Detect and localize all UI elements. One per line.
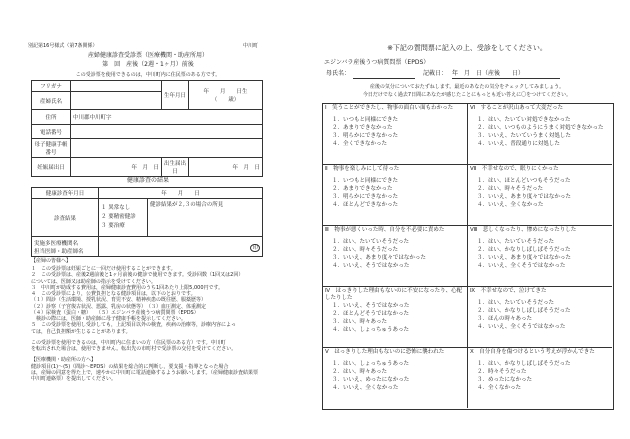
question-3-text: Ⅲ 物事が悪くいった時、自分を不必要に責めた [325,227,445,233]
question-10-option[interactable]: ４．全くなかった [477,385,522,392]
question-2 [322,165,467,210]
notes-list [31,266,271,382]
question-3-option[interactable]: ４．いいえ、そうではなかった [332,263,410,270]
question-1-option[interactable]: １．いつもと同様にできた [332,117,399,124]
record-date-label: 記載日： [423,70,448,77]
instructions-line1: 産後の気分についておたずねします。最近のあなたの気分をチェックしてみましょう。 [369,84,565,90]
question-10-option[interactable]: ２．時々そうだった [477,369,527,376]
note-line: ５ この受診票を使用し受診しても，上記項目以外の検査，疾病の治療等，診療内容によっ [31,322,237,329]
question-2-option[interactable]: １．いつもと同様にできた [332,178,399,185]
facility-field[interactable] [99,237,263,257]
question-8-option[interactable]: １．はい、たいていそうだった [477,239,555,246]
question-8-option[interactable]: ４．いいえ、全くそうではなかった [477,263,566,270]
form-title: 産婦健康診査受診票（医療機関・助産所用） [87,52,208,59]
question-2-option[interactable]: ２．あまりできなかった [332,186,393,193]
question-8-text: Ⅷ 悲しくなったり、惨めになったりした [470,227,577,233]
question-6-option[interactable]: １．はい、たいてい対処できなかった [477,117,571,124]
furigana-field[interactable] [71,81,162,92]
note-line: （４）尿検査（蛋白・糖） （５）エジンバラ産後うつ病質問票（EPDS） [31,309,199,316]
eligibility-notice: この受診票を使用できるのは，中川町内に住民票のある方です。 [75,72,221,78]
note-line: （１）問診（生活環境、授乳状況、育児不安、精神疾患の既往歴、服薬歴等） [31,297,207,304]
result-section-title: 健康診査の結果 [126,177,169,184]
question-1-text: Ⅰ 笑うことができたし、物事の面白い面もわかった [325,105,454,111]
birth-field[interactable] [189,81,263,110]
instructions-line2: 今日だけでなく過去7日間にあなたが感じたことにもっとも近い答えに〇をつけてください。 [362,92,572,98]
question-6-option[interactable]: ４．いいえ、普段通りに対処した [477,141,560,148]
question-5-text: Ⅴ はっきりした理由もないのに恐怖に襲われた [325,349,445,355]
question-5 [322,348,467,393]
question-1-option[interactable]: ２．あまりできなかった [332,125,393,132]
note-line: （２）診察（子宮復古状況、悪露、乳房の状態等） （３）血圧測定、体重測定 [31,303,207,310]
question-4 [322,287,467,335]
outcome-option-normal[interactable]: １ 異常なし [101,205,131,212]
delivery-date-label: 出生届出日 [162,158,189,177]
form-number: 別記第16号様式（第7条関係） [28,43,98,49]
mother-name-field[interactable] [353,70,415,79]
question-7-text: Ⅶ 不幸せなので、眠りにくかった [470,166,559,172]
outcome-options[interactable] [99,199,148,237]
phone-field[interactable] [71,125,263,139]
question-9-option[interactable]: ４．いいえ、全くそうではなかった [477,324,566,331]
birth-value: 年 月 日生 [203,89,248,95]
facility-label-line1: 実施多医療機関名 [34,240,79,247]
age-value: （ 歳） [211,97,240,103]
question-1-option[interactable]: ４．全くできなかった [332,141,388,148]
question-8-option[interactable]: ３．いいえ、あまり度々ではなかった [477,255,571,262]
note-line: 健診項目(1)～(5)（問診～EPDS）の結果を総合的に判断し，要支援・指導となった場合 [31,363,229,370]
facility-label-line2: 担当医師・助産師名 [34,248,84,255]
outcome-label: 診査結果 [32,199,99,237]
question-1-option[interactable]: ３．明らかにできなかった [332,133,399,140]
findings-field[interactable] [148,199,263,237]
note-line: 【医療機関・助産所の方へ】 [31,357,97,364]
address-field[interactable]: 中川郡中川町字 [71,110,263,125]
question-6-option[interactable]: ３．いいえ、たいていうまく対処した [477,133,571,140]
name-label: 産婦氏名 [32,92,71,110]
question-2-option[interactable]: ４．ほとんどできなかった [332,202,399,209]
birth-label: 生年月日 [162,81,189,110]
question-9 [467,287,612,332]
question-4-option[interactable]: ４．はい、しょっちゅうあった [332,327,409,334]
pregnancy-date-label: 妊娠届出日 [32,158,71,177]
note-line: 中川町連絡票）を提出してください。 [31,376,117,382]
question-4-text: Ⅳ はっきりした理由もないのに不安になったり、心配したりした [325,288,463,302]
note-line: この受診票を使用できるのは，中川町内に住まいの方（住民票のある方）です。中川町 [31,339,226,346]
name-field[interactable] [71,92,162,110]
note-line: ２ この受診票は、産後2週前後と1ヶ月前後の健診で使用できます。受診回数（1回又は2回） [31,272,244,279]
mother-name-label: 母氏名： [326,70,351,77]
notes-title: 【産婦の皆様へ】 [31,258,72,264]
note-line: を転出された場合は，使用できません。転出先の市町村で受診票の交付を受けてください。 [31,346,237,352]
outcome-option-detailed[interactable]: ２ 要精密健診 [101,214,136,221]
address-label: 住所 [32,110,71,125]
question-6-text: Ⅵ することが沢山あって大変だった [470,105,564,111]
patient-info-table [31,80,263,177]
question-7-option[interactable]: ２．はい、時々そうだった [477,186,544,193]
question-7-option[interactable]: ３．いいえ、あまり度々ではなかった [477,194,571,201]
question-8 [467,226,612,271]
question-5-option[interactable]: ４．いいえ、全くなかった [332,385,399,392]
question-3-option[interactable]: ３．いいえ、あまり度々ではなかった [332,255,426,262]
question-2-option[interactable]: ３．明らかにできなかった [332,194,399,201]
note-line: ４ この受診票により，公費負担となる健診項目は，以下のとおりです。 [31,291,196,297]
question-10-option[interactable]: ３．めったになかった [477,377,532,384]
question-10 [467,348,612,393]
phone-label: 電話番号 [32,125,71,139]
city-mark: 中川町 [243,43,259,49]
facility-label [32,237,99,257]
checkup-number-field[interactable] [71,139,263,158]
question-4-option[interactable]: １．いいえ、そうではなかった [332,303,410,310]
epds-heading: ※下記の質問票に記入の上、受診をしてください。 [387,44,547,52]
note-line: については、医師又は助産師の指示を受けてください。 [31,278,156,285]
question-4-option[interactable]: ３．はい、時々あった [332,319,387,326]
seal-mark: 印 [252,244,258,251]
findings-label: 健診結果が２,３の場合の所見 [150,202,224,208]
outcome-option-treatment[interactable]: ３ 要治療 [101,222,125,229]
question-3-option[interactable]: ２．はい、時々そうだった [332,247,399,254]
question-7 [467,165,612,210]
epds-title: エジンバラ産後うつ病質問票（EPDS） [324,59,430,66]
note-line: ては，自己負担額が生じることがあります。 [31,328,131,335]
form-subtitle: 第 回 産後（2週・1ヶ月）前後 [102,61,194,68]
result-table [31,187,263,257]
question-9-option[interactable]: ２．はい、かなりしばしばそうだった [477,308,571,315]
question-7-option[interactable]: １．はい、ほとんどいつもそうだった [477,178,571,185]
question-6 [467,104,612,149]
note-line: ３ 中川町が助成する費用は，産婦健康診査費用のうち1回あたり上限5,000円です。 [31,284,224,291]
pregnancy-date-field[interactable]: 年 月 日 [71,158,162,177]
question-2-text: Ⅱ 物事を楽しみにして待った [325,166,400,172]
note-line: １ この受診票は妊娠ごとに一回だけ使用することができます。 [31,266,176,272]
question-6-option[interactable]: ２．はい、いつものようにうまく対処できなかった [477,125,604,132]
question-9-option[interactable]: ３．ほんの時々あった [477,316,532,323]
exam-date-field[interactable]: 年 月 日 [99,188,263,199]
question-7-option[interactable]: ４．いいえ、全くなかった [477,202,544,209]
exam-date-label: 健康診査年月日 [32,188,99,199]
question-8-option[interactable]: ２．はい、かなりしばしばそうだった [477,247,571,254]
question-3 [322,226,467,271]
delivery-date-field[interactable]: 年 月 日 [189,158,263,177]
question-3-option[interactable]: １．はい、たいていそうだった [332,239,410,246]
checkup-number-label: 母子健康手帳番号 [32,139,71,158]
question-10-option[interactable]: １．はい、かなりしばしばそうだった [477,361,571,368]
note-line: は，産婦の同意を得た上で，速やかに中川町に電話連絡するようお願いします。（産婦健康診査結果票 [31,369,259,376]
question-4-option[interactable]: ２．ほとんどそうではなかった [332,311,410,318]
question-9-option[interactable]: １．はい、たいていそうだった [477,300,555,307]
note-line: 検診の際には，医師・助産師に母子健康手帳を提示してください。 [31,316,187,322]
record-date-field[interactable]: 年 月 日（産後 日） [452,70,560,79]
question-9-text: Ⅸ 不幸せなので、泣けてきた [470,288,547,294]
question-5-option[interactable]: ３．いいえ、めったになかった [332,377,410,384]
question-5-option[interactable]: １．はい、しょっちゅうあった [332,361,409,368]
question-10-text: Ⅹ 自分自身を傷つけるという考えが浮かんできた [470,349,595,355]
furigana-label: フリガナ [32,81,71,92]
question-1 [322,104,467,149]
question-5-option[interactable]: ２．はい、時々あった [332,369,387,376]
